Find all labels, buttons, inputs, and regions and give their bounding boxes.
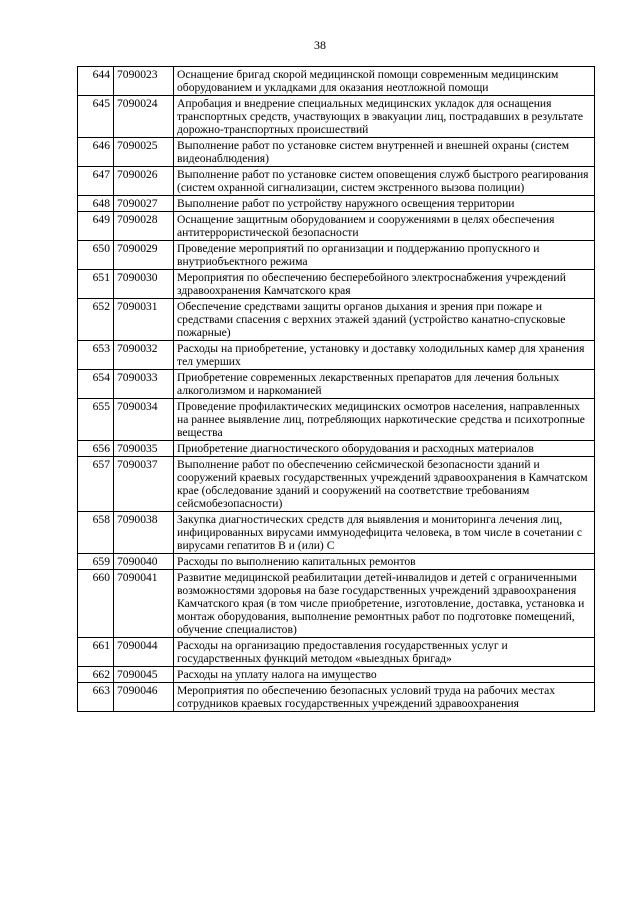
row-description: Обеспечение средствами защиты органов дыхания и зрения при пожаре и средствами спасения с верхних этажей зданий (устройство канатно-спусковые пожарные) [174,299,595,341]
table-row [78,96,595,138]
row-description: Расходы на организацию предоставления государственных услуг и государственных функций методом «выездных бригад» [174,638,595,667]
row-description: Оснащение бригад скорой медицинской помощи современным медицинским оборудованием и укладками для оказания неотложной помощи [174,67,595,96]
row-description: Проведение мероприятий по организации и поддержанию пропускного и внутриобъектного режима [174,241,595,270]
table-row [78,67,595,96]
row-number: 647 [78,167,114,196]
row-number: 653 [78,341,114,370]
row-code: 7090033 [114,370,174,399]
row-code: 7090029 [114,241,174,270]
row-description: Расходы на уплату налога на имущество [174,667,595,683]
table-row [78,667,595,683]
row-code: 7090027 [114,196,174,212]
table-row [78,212,595,241]
table-row [78,399,595,441]
row-number: 646 [78,138,114,167]
row-code: 7090025 [114,138,174,167]
table-body [78,67,595,712]
row-description: Мероприятия по обеспечению бесперебойного электроснабжения учреждений здравоохранения Камчатского края [174,270,595,299]
row-code: 7090030 [114,270,174,299]
row-number: 644 [78,67,114,96]
row-description: Мероприятия по обеспечению безопасных условий труда на рабочих местах сотрудников краевых государственных учреждений здравоохранения [174,683,595,712]
table-row [78,457,595,512]
row-description: Выполнение работ по устройству наружного освещения территории [174,196,595,212]
row-code: 7090035 [114,441,174,457]
row-code: 7090037 [114,457,174,512]
row-code: 7090031 [114,299,174,341]
row-description: Выполнение работ по установке систем оповещения служб быстрого реагирования (систем охранной сигнализации, систем экстренного вызова полиции) [174,167,595,196]
table-row [78,341,595,370]
row-description: Развитие медицинской реабилитации детей-инвалидов и детей с ограниченными возможностями здоровья на базе государственных учреждений здравоохранения Камчатского края (в том числе приобретение, изготовление, доставка, установка и монтаж оборудования, выполнение ремонтных работ по подготовке помещений, обучение специалистов) [174,570,595,638]
row-description: Апробация и внедрение специальных медицинских укладок для оснащения транспортных средств, участвующих в эвакуации лиц, пострадавших в результате дорожно-транспортных происшествий [174,96,595,138]
row-number: 655 [78,399,114,441]
table-row [78,138,595,167]
row-number: 648 [78,196,114,212]
table-row [78,570,595,638]
row-number: 659 [78,554,114,570]
row-number: 662 [78,667,114,683]
row-description: Закупка диагностических средств для выявления и мониторинга лечения лиц, инфицированных вирусами иммунодефицита человека, в том числе в сочетании с вирусами гепатитов В и (или) С [174,512,595,554]
row-code: 7090032 [114,341,174,370]
row-code: 7090026 [114,167,174,196]
table-row [78,270,595,299]
row-number: 654 [78,370,114,399]
row-number: 652 [78,299,114,341]
row-number: 661 [78,638,114,667]
table-row [78,683,595,712]
row-code: 7090040 [114,554,174,570]
row-number: 658 [78,512,114,554]
table-row [78,554,595,570]
row-code: 7090046 [114,683,174,712]
row-number: 645 [78,96,114,138]
row-description: Проведение профилактических медицинских осмотров населения, направленных на раннее выявление лиц, потребляющих наркотические средства и психотропные вещества [174,399,595,441]
table-row [78,299,595,341]
table-row [78,512,595,554]
row-code: 7090023 [114,67,174,96]
row-number: 651 [78,270,114,299]
table-row [78,370,595,399]
budget-code-table [77,66,595,712]
row-number: 657 [78,457,114,512]
table-row [78,196,595,212]
row-code: 7090044 [114,638,174,667]
row-description: Приобретение диагностического оборудования и расходных материалов [174,441,595,457]
row-code: 7090041 [114,570,174,638]
row-description: Расходы на приобретение, установку и доставку холодильных камер для хранения тел умерших [174,341,595,370]
table-row [78,638,595,667]
page-number: 38 [314,38,326,52]
row-number: 663 [78,683,114,712]
row-code: 7090034 [114,399,174,441]
row-code: 7090038 [114,512,174,554]
row-number: 656 [78,441,114,457]
row-number: 650 [78,241,114,270]
row-number: 660 [78,570,114,638]
row-description: Выполнение работ по установке систем внутренней и внешней охраны (систем видеонаблюдения) [174,138,595,167]
row-code: 7090024 [114,96,174,138]
row-description: Оснащение защитным оборудованием и сооружениями в целях обеспечения антитеррористической безопасности [174,212,595,241]
table-row [78,441,595,457]
table-row [78,167,595,196]
row-description: Выполнение работ по обеспечению сейсмической безопасности зданий и сооружений краевых государственных учреждений здравоохранения в Камчатском крае (обследование зданий и сооружений на соответствие требованиям сейсмобезопасности) [174,457,595,512]
row-code: 7090045 [114,667,174,683]
row-description: Расходы по выполнению капитальных ремонтов [174,554,595,570]
table-row [78,241,595,270]
row-code: 7090028 [114,212,174,241]
row-description: Приобретение современных лекарственных препаратов для лечения больных алкоголизмом и наркоманией [174,370,595,399]
row-number: 649 [78,212,114,241]
